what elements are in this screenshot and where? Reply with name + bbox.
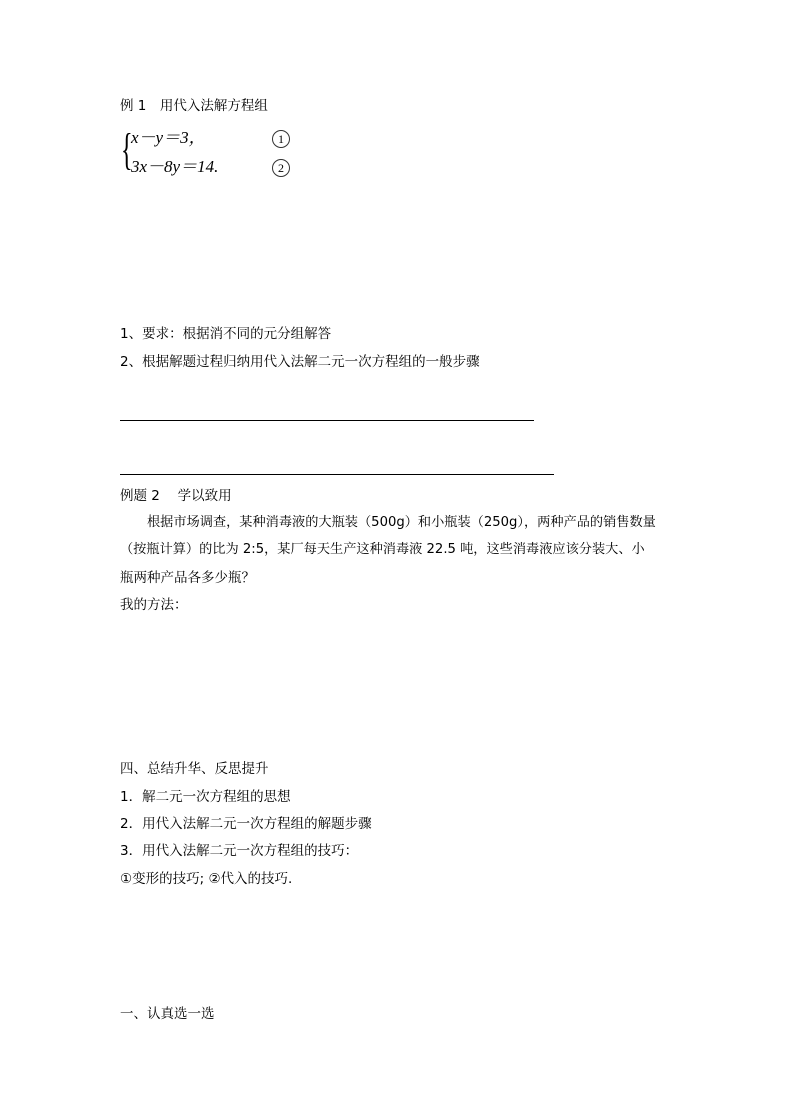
example2-line-2: （按瓶计算）的比为 2:5，某厂每天生产这种消毒液 22.5 吨，这些消毒液应该分装大、小 (120, 542, 645, 557)
summary-item-2: 2．用代入法解二元一次方程组的解题步骤 (120, 816, 372, 832)
requirement-1: 1、要求：根据消不同的元分组解答 (120, 326, 332, 342)
exercise-heading: 一、认真选一选 (120, 1006, 215, 1022)
summary-tips: ①变形的技巧; ②代入的技巧. (120, 871, 293, 887)
equation-2: 3x－8y＝14. (131, 157, 219, 176)
equation-1: x－y＝3， (131, 128, 206, 147)
method-label: 我的方法： (120, 597, 188, 613)
example2-line-3: 瓶两种产品各多少瓶？ (120, 570, 255, 586)
example2-line-1: 根据市场调查，某种消毒液的大瓶装（500g）和小瓶装（250g），两种产品的销售数量 (147, 515, 656, 530)
answer-line-2 (120, 474, 554, 475)
requirement-2: 2、根据解题过程归纳用代入法解二元一次方程组的一般步骤 (120, 354, 480, 370)
summary-heading: 四、总结升华、反思提升 (120, 761, 269, 777)
equation-brace: { (121, 125, 133, 174)
summary-item-1: 1．解二元一次方程组的思想 (120, 789, 291, 805)
equation-2-number: 2 (272, 159, 290, 177)
summary-item-3: 3．用代入法解二元一次方程组的技巧： (120, 843, 359, 859)
example1-title: 例 1 用代入法解方程组 (120, 98, 268, 114)
answer-line-1 (120, 420, 534, 421)
equation-1-number: 1 (272, 130, 290, 148)
example2-title: 例题 2 学以致用 (120, 488, 232, 504)
